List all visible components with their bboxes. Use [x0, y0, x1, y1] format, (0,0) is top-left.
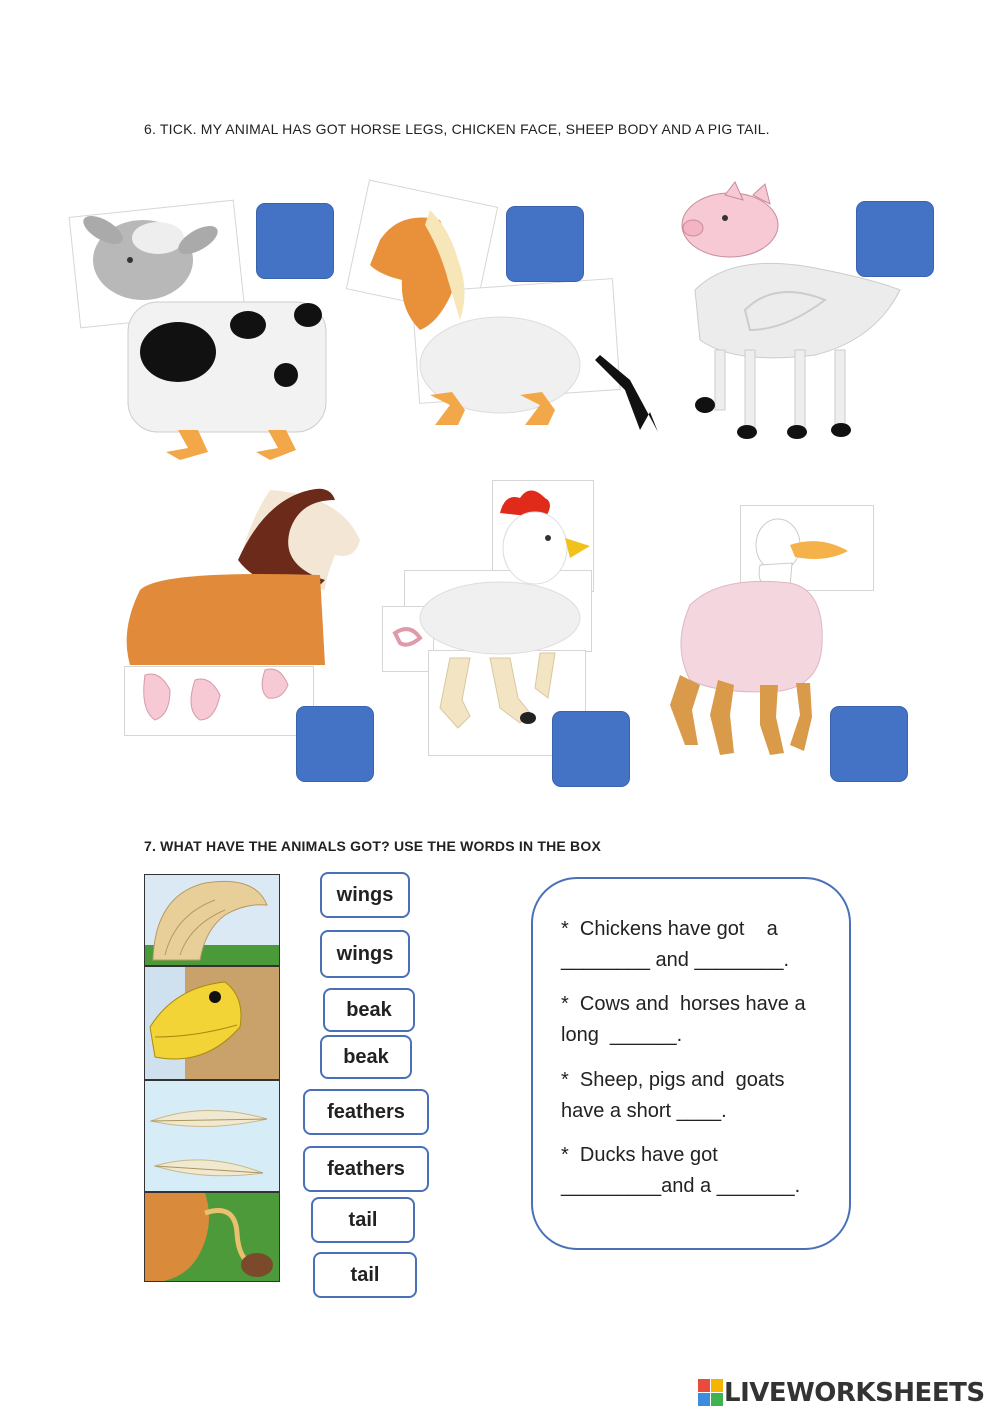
tick-box-animal-2[interactable] [506, 206, 584, 282]
beak-picture [144, 966, 280, 1080]
tick-box-animal-4[interactable] [296, 706, 374, 782]
word-card-beak[interactable]: beak [323, 988, 415, 1032]
word-card-tail[interactable]: tail [311, 1197, 415, 1243]
liveworksheets-logo-icon [698, 1379, 724, 1407]
tail-picture [144, 1192, 280, 1282]
tick-box-animal-6[interactable] [830, 706, 908, 782]
wing-picture [144, 874, 280, 966]
word-card-feathers[interactable]: feathers [303, 1146, 429, 1192]
sentence-cows-horses[interactable]: * Cows and horses have a long ______. [561, 993, 806, 1046]
tick-box-animal-5[interactable] [552, 711, 630, 787]
animal-4-picture [120, 480, 370, 740]
horse-head-horse-body-drawing [120, 480, 370, 740]
word-card-tail[interactable]: tail [313, 1252, 417, 1298]
tick-box-animal-1[interactable] [256, 203, 334, 279]
liveworksheets-logo [698, 1378, 985, 1408]
question-6-title: 6. TICK. MY ANIMAL HAS GOT HORSE LEGS, CHICKEN FACE, SHEEP BODY AND A PIG TAIL. [144, 121, 770, 137]
logo-text: LIVEWORKSHEETS [724, 1378, 985, 1408]
sentence-sheep-pigs-goats[interactable]: * Sheep, pigs and goats have a short ____. [561, 1069, 785, 1122]
word-card-wings[interactable]: wings [320, 872, 410, 918]
sentence-chickens[interactable]: * Chickens have got a ________ and ________. [561, 918, 790, 971]
word-card-feathers[interactable]: feathers [303, 1089, 429, 1135]
animal-2-picture [340, 180, 670, 460]
horse-head-sheep-body-drawing [340, 180, 670, 460]
sentence-ducks[interactable]: * Ducks have got _________and a _______. [561, 1144, 801, 1197]
word-card-beak[interactable]: beak [320, 1035, 412, 1079]
word-card-wings[interactable]: wings [320, 930, 410, 978]
question-7-title: 7. WHAT HAVE THE ANIMALS GOT? USE THE WORDS IN THE BOX [144, 838, 601, 854]
tick-box-animal-3[interactable] [856, 201, 934, 277]
feathers-picture [144, 1080, 280, 1192]
sentence-box [531, 877, 851, 1250]
